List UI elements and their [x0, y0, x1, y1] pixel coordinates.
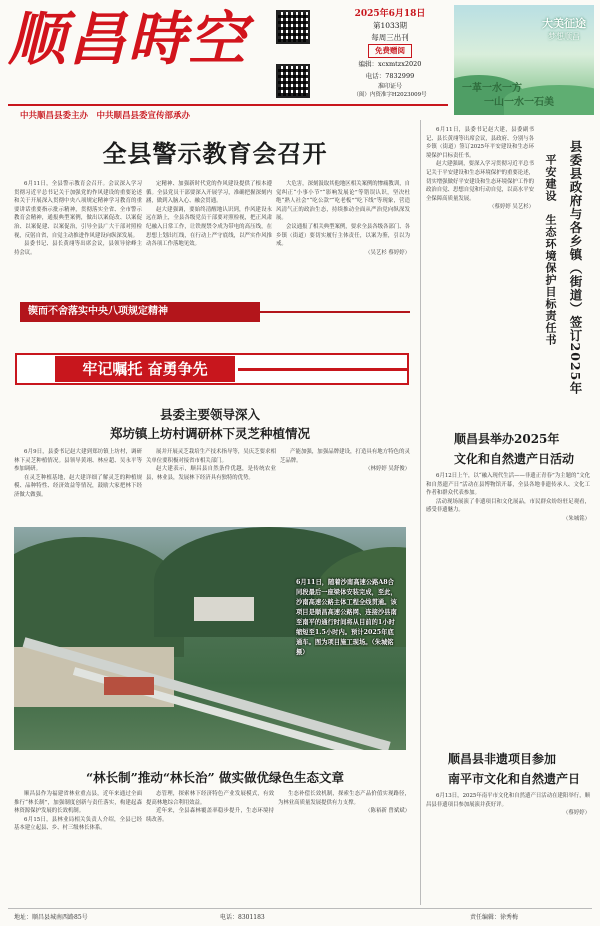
- headline-lingzhi-line2: 郑坊镇上坊村调研林下灵芝种植情况: [109, 426, 310, 441]
- issue-info: [340, 8, 440, 100]
- headline-forest-chief: “林长制”推动“林长治” 做实做优绿色生态文章: [85, 770, 345, 785]
- ribbon-rule: [238, 368, 408, 371]
- banner-image: [454, 5, 594, 115]
- footer-rule: [8, 908, 592, 909]
- headline-nanping-heritage-line1: 顺昌县非遗项目参加: [448, 752, 557, 766]
- headline-warning-education: 全县警示教育会召开: [102, 139, 328, 168]
- article2-col3: 产能加强，加强品牌建设，打造具有地方特色的灵芝品牌。 （林婷婷 吴舒俊）: [280, 449, 410, 473]
- right-article2-body: 6月12日上午，以“融入现代生活——非遗正青春”为主题的“文化和自然遗产日”活动在县博物馆开幕，全县各地非遗传承人、文化工作者和群众代表参加。 活动现场展演了非遗项目和文化展品，市民群众纷纷驻足观看，感受非遗魅力。 （朱城铭）: [426, 473, 590, 522]
- banner-line3: 一革一水一方: [462, 83, 522, 94]
- article1-col3: 大危害，深刻汲取其他地区相关案例的惨痛教训，自觉纠正“小事小节”“影响发展论”等错误认识，坚决杜绝“熟人社会”“吃公款”“吃老板”“吃下线”等现象，营造风清气正的政治生态，持续推动全面从严治党向纵深发展。 会议通报了相关典型案例，要求全县各级各部门、各乡镇（街道）要切实履行主体责任，以案为鉴，引以为戒。 （吴艺杉 蔡婷婷）: [276, 181, 410, 256]
- issue-editor: 编辑：xcxmtzx2020: [358, 60, 422, 68]
- article1-col1: 6月11日，全县警示教育会召开。会议深入学习贯彻习近平总书记关于加强党的作风建设的重要论述和关于开展深入贯彻中央八项规定精神学习教育的重要讲话重要指示批示精神，贯彻落实全省、全市警示教育会精神，通报典型案例，做出以案促改、以案促治、以案促建、以案促治，引导全县广大干部对照检视，反躬自省，自觉主动推进作风建设向纵深发展。 县委书记、县长黄翊等出席会议，县领导徐峰主持会议。: [14, 181, 142, 256]
- photo-caption: 6月11日，随着沙南高速公路A8合同段最后一座梁体安装完成，至此，沙南高速公路主体工程全线贯通。该项目是顺昌高速公路网、连接沙县南至南平的通行时间将从目前的1小时缩短至1.5小时内。预计2025年底通车。图为项目施工现场。（朱城铭 摄）: [296, 579, 397, 656]
- footer-address: 地址：顺昌县城南西路85号: [14, 914, 88, 921]
- right-article1-body: 6月11日，县委书记赵大建，县委副书记、县长黄翊等出席会议，县政府、分别与各乡镇（街道）签订2025年平安建设和生态环境保护目标责任书。 赵大建强调，要深入学习贯彻习近平总书记关于平安建设和生态环境保护的重要论述，切实增强做好平安建设和生态环境保护工作的政治自觉、思想自觉和行动自觉，以高水平安全保障高质量发展。 （蔡婷婷 吴艺杉）: [426, 127, 534, 211]
- issue-date: 2025年6月18日: [354, 9, 426, 19]
- issue-period: 每周三出刊: [371, 33, 409, 42]
- article1-col2: 定精神、加强新时代党的作风建设提供了根本遵循。全县党员干部要深入开展学习，准确把握深刻内涵，做到入脑入心、融会贯通。 赵大建强调，要始终清醒地认识到，作风建设永远在路上，全县各级党员干部要对照检视，把正风肃纪融入日常工作，让铁规禁令成为带电的高压线，在思想上划出红线，在行动上严守底线，以严实作风推动各项工作落地见效。: [146, 181, 272, 248]
- column-divider: [420, 120, 421, 905]
- article3-col2: 态管理，探索林下经济特色产业发展模式，有效提高林地综合利用效益。 近年来，全县森林覆盖率稳步提升，生态环境持续改善。: [146, 791, 274, 823]
- permit-label: 准印证号: [377, 83, 402, 90]
- qr-code-icon: [276, 10, 310, 44]
- banner-line1: 大美征途: [542, 17, 586, 30]
- banner-line2: 梦想顺昌: [548, 32, 580, 41]
- section-bar: 锲而不舍落实中央八项规定精神: [20, 302, 260, 322]
- headline-nanping-heritage-line2: 南平市文化和自然遗产日: [448, 772, 581, 786]
- article3-col1: 顺昌县作为福建省林业重点县，近年来通过全面推行“林长制”，加强制度创新与责任落实，构建起森林资源保护发展的长效机制。 6月15日，县林业局相关负责人介绍，全县已经基本建立起县、乡、村三级林长体系。: [14, 791, 142, 832]
- headline-responsibility-main: 县委县政府与各乡镇（街道）签订2025年: [568, 140, 583, 395]
- article2-col2: 展并开展灵芝栽培生产技术指导等，吴庆芝要求相关单位要积极对接省市相关部门。 赵大建表示，顺昌县自然条件优越，是传统农业县，林业县，发展林下经济具有独特的优势。: [146, 449, 276, 481]
- footer-editor: 责任编辑：徐秀梅: [470, 914, 519, 921]
- right-article3-body: 6月13日，2025年南平市文化和自然遗产日活动在建阳举行，顺昌县非遗项目参加展演并获好评。 （蔡婷婷）: [426, 793, 590, 817]
- qr-code-icon: [276, 64, 310, 98]
- permit-number: （闽）内资准字H2023009号: [353, 92, 427, 98]
- ribbon-title: 牢记嘱托 奋勇争先: [55, 356, 235, 382]
- masthead-sponsor: 中共顺昌县委主办 中共顺昌县委宣传部承办: [20, 111, 191, 121]
- masthead-rule: [8, 104, 448, 106]
- masthead-title: 顺昌時空: [8, 5, 249, 73]
- issue-phone: 电话：7832999: [365, 72, 415, 80]
- free-badge: 免费赠阅: [368, 44, 412, 58]
- masthead: [8, 4, 270, 92]
- footer-phone: 电话：8301183: [220, 914, 265, 921]
- banner-line4: 一山一水一石美: [484, 97, 554, 108]
- headline-responsibility-sub: 平安建设 生态环境保护目标责任书: [544, 154, 557, 346]
- headline-heritage-day-line2: 文化和自然遗产日活动: [454, 452, 575, 466]
- headline-heritage-day-line1: 顺昌县举办2025年: [454, 432, 560, 446]
- article3-col3: 生态补偿长效机制，探索生态产品价值实现路径，为林业高质量发展提供有力支撑。 （陈裕新 曾斌斌）: [278, 791, 410, 815]
- section-bar-rule: [260, 311, 410, 313]
- article2-col1: 6月9日，县委书记赵大建到郑坊镇上坊村，调研林下灵芝种植情况。县领导黄翊、林应超、吴永平等参加调研。 在灵芝种植基地，赵大建详细了解灵芝的种植规模、品种特性、经济效益等情况，鼓励大家把林下经济做大做强。: [14, 449, 142, 498]
- issue-number: 第1033期: [372, 21, 408, 30]
- headline-lingzhi-line1: 县委主要领导深入: [159, 407, 260, 422]
